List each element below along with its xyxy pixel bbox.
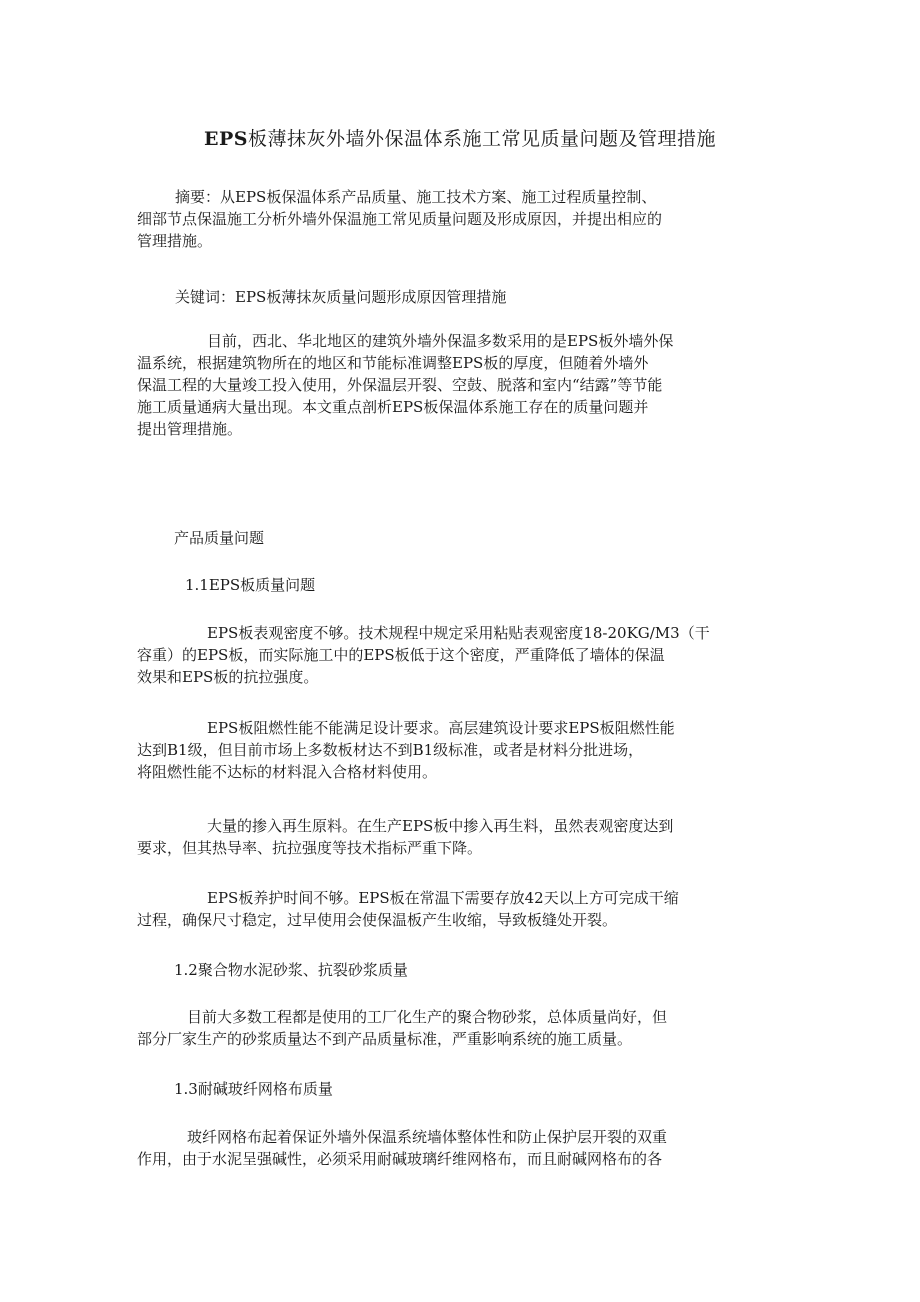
- paragraph-density: [137, 622, 767, 688]
- intro-line: 提出管理措施。: [137, 420, 243, 438]
- mesh-line: 玻纤网格布起着保证外墙外保温系统墙体整体性和防止保护层开裂的双重: [187, 1128, 668, 1146]
- paragraph-flame-retardant: [137, 717, 767, 783]
- abstract-line: 细部节点保温施工分析外墙外保温施工常见质量问题及形成原因，并提出相应的: [137, 210, 663, 228]
- flame-line: 将阻燃性能不达标的材料混入合格材料使用。: [137, 763, 438, 781]
- recycled-line: 要求，但其热导率、抗拉强度等技术指标严重下降。: [137, 839, 483, 857]
- section-heading-1-2: 1.2聚合物水泥砂浆、抗裂砂浆质量: [174, 961, 408, 979]
- density-line: 容重）的EPS板，而实际施工中的EPS板低于这个密度，严重降低了墙体的保温: [137, 646, 665, 664]
- mesh-line: 作用，由于水泥呈强碱性，必须采用耐碱玻璃纤维网格布，而且耐碱网格布的各: [137, 1150, 663, 1168]
- curing-line: EPS板养护时间不够。EPS板在常温下需要存放42天以上方可完成干缩: [207, 889, 679, 907]
- flame-line: EPS板阻燃性能不能满足设计要求。高层建筑设计要求EPS板阻燃性能: [207, 719, 675, 737]
- curing-line: 过程，确保尺寸稳定，过早使用会使保温板产生收缩，导致板缝处开裂。: [137, 911, 618, 929]
- section-heading-product-quality: 产品质量问题: [174, 529, 265, 547]
- mortar-line: 部分厂家生产的砂浆质量达不到产品质量标准，严重影响系统的施工质量。: [137, 1030, 633, 1048]
- keywords-line: 关键词：EPS板薄抹灰质量问题形成原因管理措施: [175, 288, 507, 306]
- intro-line: 保温工程的大量竣工投入使用，外保温层开裂、空鼓、脱落和室内“结露”等节能: [137, 376, 663, 394]
- paragraph-mortar: [137, 1006, 767, 1050]
- density-line: 效果和EPS板的抗拉强度。: [137, 668, 319, 686]
- paragraph-recycled: [137, 815, 767, 859]
- title-rest-part: 板薄抹灰外墙外保温体系施工常见质量问题及管理措施: [247, 128, 716, 150]
- section-heading-1-1: 1.1EPS板质量问题: [185, 576, 316, 594]
- document-title: [0, 124, 920, 151]
- abstract-line: 管理措施。: [137, 232, 213, 250]
- title-bold-part: EPS: [203, 128, 248, 150]
- mortar-line: 目前大多数工程都是使用的工厂化生产的聚合物砂浆，总体质量尚好，但: [187, 1008, 668, 1026]
- density-line: EPS板表观密度不够。技术规程中规定采用粘贴表观密度18-20KG/M3（干: [207, 624, 710, 642]
- section-heading-1-3: 1.3耐碱玻纤网格布质量: [174, 1080, 333, 1098]
- paragraph-curing: [137, 887, 767, 931]
- keywords-paragraph: [137, 286, 767, 308]
- paragraph-mesh: [137, 1126, 767, 1170]
- intro-line: 目前，西北、华北地区的建筑外墙外保温多数采用的是EPS板外墙外保: [207, 332, 674, 350]
- intro-line: 施工质量通病大量出现。本文重点剖析EPS板保温体系施工存在的质量问题并: [137, 398, 649, 416]
- recycled-line: 大量的掺入再生原料。在生产EPS板中掺入再生料，虽然表观密度达到: [207, 817, 674, 835]
- abstract-paragraph: [137, 186, 767, 252]
- intro-paragraph: [137, 330, 767, 440]
- abstract-line: 摘要：从EPS板保温体系产品质量、施工技术方案、施工过程质量控制、: [175, 188, 657, 206]
- intro-line: 温系统，根据建筑物所在的地区和节能标准调整EPS板的厚度，但随着外墙外: [137, 354, 649, 372]
- flame-line: 达到B1级，但目前市场上多数板材达不到B1级标准，或者是材料分批进场，: [137, 741, 644, 759]
